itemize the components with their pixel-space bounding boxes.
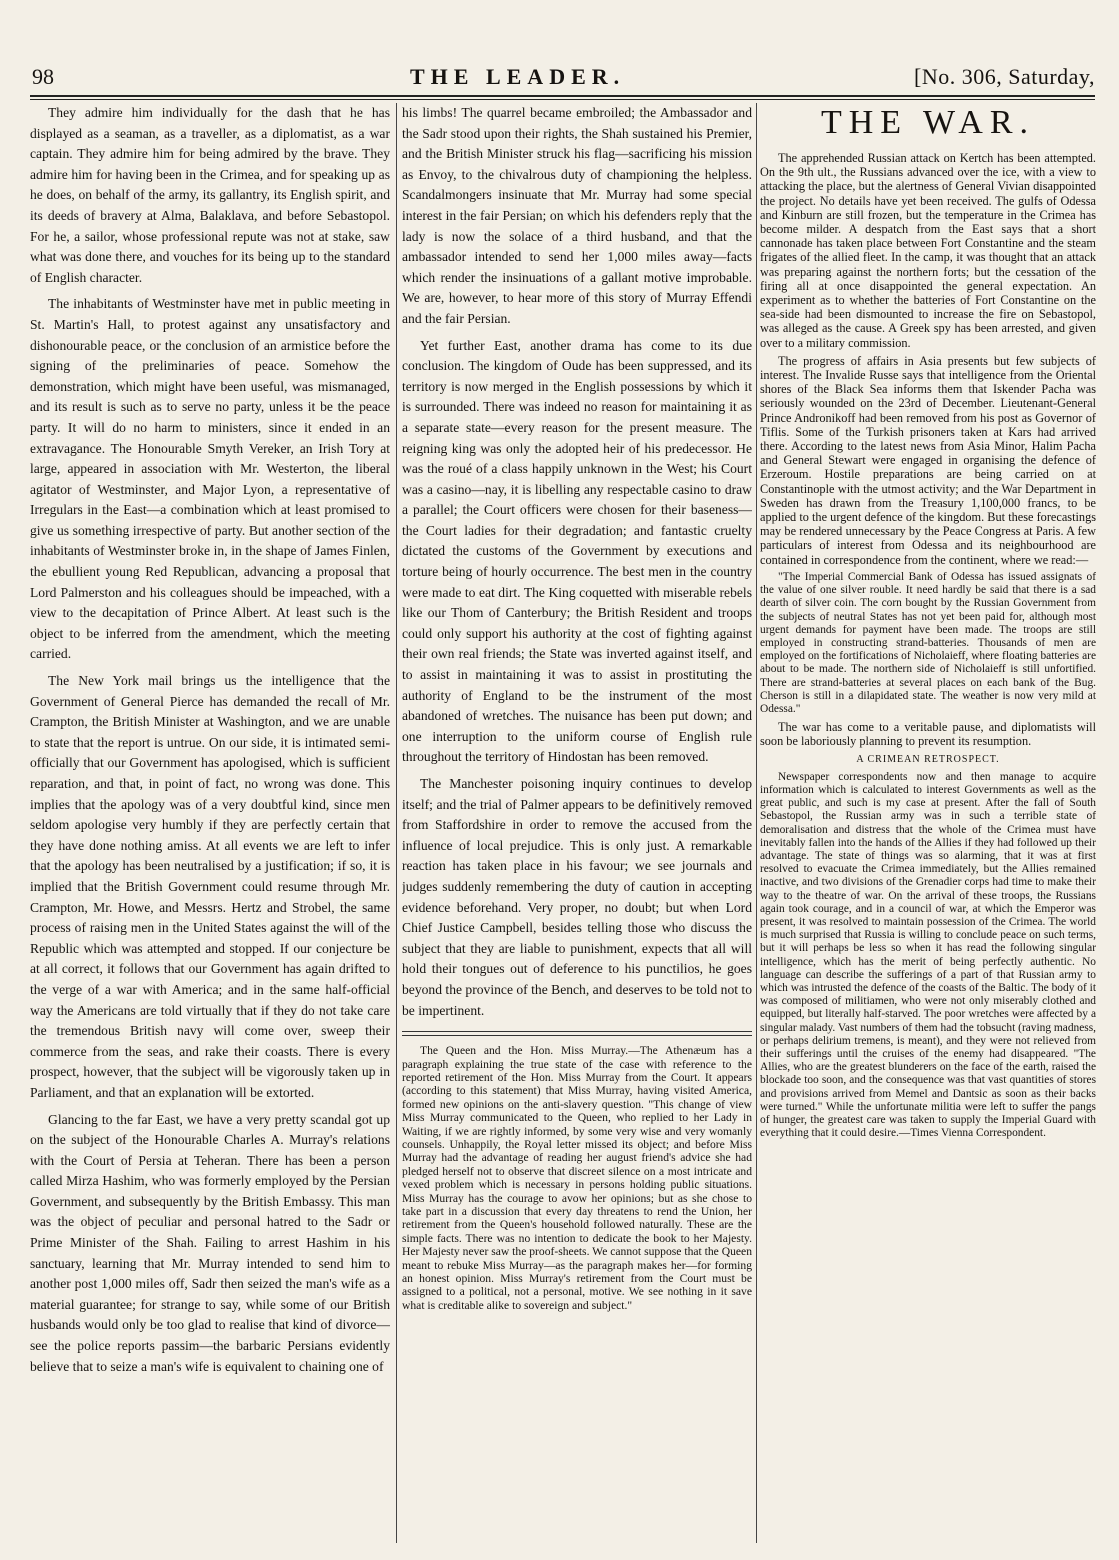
paragraph: The Manchester poisoning inquiry continues to develop itself; and the trial of Palmer appears to be definitively removed from Staffordshire in order to remove the accused from the influence of local prejudice. This is only just. A remarkable reaction has taken place in his favour; we see journals and judges suddenly remembering the duty of caution in accepting evidence beforehand. Very proper, no doubt; but when Lord Chief Justice Campbell, besides telling those who discuss the subject that they are liable to punishment, expects that all will hold their tongues out of deference to his punctilios, he goes beyond the province of the Bench, and deserves to be told not to be impertinent. — [402, 776, 752, 1018]
issue-info: [No. 306, Saturday, — [914, 64, 1095, 89]
column-divider — [396, 103, 397, 1543]
masthead: THE LEADER. — [410, 64, 626, 89]
header-rule-thin — [30, 99, 1095, 100]
paragraph: Glancing to the far East, we have a very pretty scandal got up on the subject of the Honourable Charles A. Murray's relations with the Court of Persia at Teheran. There has been a person called Mirza Hashim, who was formerly employed by the Persian Government, and subsequently by the British Embassy. This man was the object of peculiar and personal hatred to the Sadr or Prime Minister of the Shah. Failing to arrest Hashim in his sanctuary, learning that Mr. Murray intended to send him to another post 1,000 miles off, Sadr then seized the man's wife as a material guarantee; for strange to say, while some of our British husbands would only be too glad to realise that kind of divorce—see the police reports passim—the barbaric Persians evidently believe that to seize a man's wife is equivalent to chaining one of — [30, 1111, 390, 1374]
paragraph: Yet further East, another drama has come to its due conclusion. The kingdom of Oude has been suppressed, and its territory is now merged in the English possessions by which it is surrounded. There was indeed no reason for maintaining it as a separate state—every reason for the present measure. The reigning king was only the adopted heir of his predecessor. He was the roué of a class happily unknown in the West; his Court was a casino—nay, it is libelling any respectable casino to draw a parallel; the Court officers were chosen for their baseness—the Court ladies for their degradation; and fantastic cruelty dictated the customs of the Government by executions and torture being of hourly occurrence. The best men in the country were made to eat dirt. The King coquetted with miserable rebels like our Thom of Canterbury; the British Resident and troops could only support his authority at the cost of fighting against their own real friends; the State was inverted against itself, and to assist in maintaining it was to assist in prostituting the authority of England to be the instrument of the most abandoned of wretches. The nuisance has been put down; and one interruption to the uniform course of English rule throughout the territory of Hindostan has been removed. — [402, 337, 752, 765]
column-1 — [30, 103, 390, 1538]
paragraph: The progress of affairs in Asia presents but few subjects of interest. The Invalide Russe says that intelligence from the Oriental shores of the Black Sea informs them that Iskender Pacha was seriously wounded on the 23rd of December. Lieutenant-General Prince Andronikoff had been removed from his post as Governor of Tiflis. Some of the Turkish prisoners taken at Kars had arrived there. According to the latest news from Asia Minor, Halim Pacha and General Stewart were engaged in organising the defence of Erzeroum. Hostile preparations are being carried on at Constantinople with the utmost activity; and the War Department in Sweden has drawn from the Treasury 1,100,000 francs, to be applied to the urgent defence of the kingdom. But these forecastings may be rendered unnecessary by the Peace Congress at Paris. A few particulars of interest from Odessa and its neighbourhood are contained in correspondence from the continent, where we read:— — [760, 353, 1096, 567]
odessa-quote: "The Imperial Commercial Bank of Odessa has issued assignats of the value of one silver rouble. It need hardly be said that there is a sad dearth of silver coin. The corn bought by the Russian Government from the subjects of neutral States has not yet been paid for, although most urgent demands for payment have been made. The troops are still employed in constructing strand-batteries. Thousands of men are employed on the fortifications of Nicholaieff, where floating batteries are about to be made. The northern side of Nicholaieff is still unfortified. There are strand-batteries at several places on each bank of the Bug. Cherson is still in a dilapidated state. The weather is now very mild at Odessa." — [760, 570, 1096, 715]
retrospect-paragraph: Newspaper correspondents now and then manage to acquire information which is calculated to interest Governments as well as the great public, and such is my case at present. After the fall of South Sebastopol, the Russian army was in such a terrible state of demoralisation and distress that the whole of the Crimea must have inevitably fallen into the hands of the Allies if they had followed up their advantage. The state of things was so alarming, that it was at first resolved to evacuate the Crimea immediately, but the Allies remained inactive, and two divisions of the Grenadier corps had time to make their way to the theatre of war. On the arrival of these troops, the Russians again took courage, and in a council of war, at which the Emperor was present, it was resolved to maintain possession of the Crimea. The world is much surprised that Russia is willing to conclude peace on such terms, but it will perhaps be less so when it has read the following singular intelligence, which has the merit of being perfectly authentic. No language can describe the sufferings of a part of that Russian army to which was intrusted the defence of the coasts of the Baltic. The body of it was composed of militiamen, who were not only miserably clothed and equipped, but literally half-starved. The poor wretches were affected by a singular malady. Vast numbers of them had the tobsucht (raving madness, or perhaps delirium tremens, is meant), and they were not relieved from their sufferings until the cruises of the enemy had disappeared. "The Allies, who are the greatest blunderers on the face of the earth, raised the blockade too soon, and the consequence was that vast quantities of stores and provisions arrived from Memel and Dantsic as soon as their backs were turned." While the unfortunate militia were left to suffer the pangs of hunger, the greatest care was taken to supply the Imperial Guard with everything that it could desire.—Times Vienna Correspondent. — [760, 770, 1096, 1140]
column-divider — [756, 103, 757, 1543]
queen-note: The Queen and the Hon. Miss Murray.—The Athenæum has a paragraph explaining the true state of the case with reference to the reported retirement of the Hon. Miss Murray from the Court. It appears (according to this statement) that Miss Murray, having visited America, formed new opinions on the anti-slavery question. "This change of view Miss Murray communicated to the Queen, who replied to her Lady in Waiting, if we are rightly informed, by some very wise and very womanly counsels. Unhappily, the Royal letter missed its object; and before Miss Murray had the advantage of reading her august friend's advice she had pledged herself not to observe that discreet silence on a most intricate and vexed problem which is necessary in persons holding public situations. Miss Murray has the courage to avow her opinions; but as she chose to take part in a discussion that every day threatens to rend the Union, her retirement from the Queen's household followed naturally. These are the simple facts. There was no intention to dedicate the book to her Majesty. Her Majesty never saw the proof-sheets. We cannot suppose that the Queen meant to rebuke Miss Murray—as the paragraph makes her—for forming an honest opinion. Miss Murray's retirement from the Court must be assigned to a political, not a personal, motive. We see nothing in it save what is creditable alike to sovereign and subject." — [402, 1044, 752, 1312]
paragraph: The inhabitants of Westminster have met in public meeting in St. Martin's Hall, to protest against any unsatisfactory and dishonourable peace, or the conclusion of an armistice before the signing of the preliminaries of peace. Somehow the demonstration, which might have been useful, was mismanaged, and its result is such as to serve no party, unless it be the peace party. It will do no harm to ministers, since it ended in an extravagance. The Honourable Smyth Vereker, an Irish Tory at large, appeared in association with Mr. Westerton, the liberal agitator of Westminster, and Major Lyon, a representative of Irregulars in the East—a combination which at least promised to give us something irrespective of party. But another section of the inhabitants of Westminster broke in, in the shape of James Finlen, the ebullient young Red Republican, advancing a proposal that Lord Palmerston and his colleagues should be impeached, with a view to the decapitation of Prince Albert. At least such is the object to be inferred from the amendment, which the meeting carried. — [30, 296, 390, 662]
column-2 — [402, 103, 752, 1538]
page-number: 98 — [32, 64, 54, 89]
column-3 — [760, 103, 1096, 1548]
page-header — [30, 64, 1095, 94]
paragraph: The war has come to a veritable pause, and diplomatists will soon be laboriously planning to prevent its resumption. — [760, 720, 1096, 749]
note-separator — [402, 1031, 752, 1036]
paragraph: The New York mail brings us the intelligence that the Government of General Pierce has demanded the recall of Mr. Crampton, the British Minister at Washington, and we are unable to state that the report is untrue. On our side, it is intimated semi-officially that our Government has apologised, which is sufficient reparation, and that, in point of fact, no wrong was done. This implies that the apology was of a very doubtful kind, since men seldom apologise very humbly if they are perfectly certain that they have done nothing amiss. At all events we are left to infer that the apology has been neutralised by a justification; if so, it is implied that the British Government could resume through Mr. Crampton, Mr. Howe, and Messrs. Hertz and Strobel, the same process of raising men in the United States against the will of the Republic which was attempted and stopped. If our conjecture be at all correct, it follows that our Government has again drifted to the verge of a war with America; and in the same half-official way the Americans are told virtually that if they do not take care the tremendous British navy will come over, sweep their commerce from the seas, and rake their coasts. There is every prospect, however, that the subject will be vigorously taken up in Parliament, and that an explanation will be extorted. — [30, 673, 390, 1100]
section-title: THE WAR. — [820, 104, 1036, 141]
paragraph: The apprehended Russian attack on Kertch has been attempted. On the 9th ult., the Russians advanced over the ice, with a view to attacking the place, but the alertness of General Vivian disappointed the project. No details have yet been received. The gulfs of Odessa and Kinburn are still frozen, but the temperature in the Crimea has become milder. A despatch from the East says that a short cannonade has taken place between Fort Constantine and the steam frigates of the allied fleet. In the camp, it was thought that an attack was preparing against the northern forts; but the cessation of the firing all at once disappointed the general expectation. An experiment as to whether the batteries of Fort Constantine on the sea-side had been dismounted to increase the fire on Sebastopol, was alleged as the cause. A Greek spy has been arrested, and given over to a military commission. — [760, 151, 1096, 350]
paragraph: his limbs! The quarrel became embroiled; the Ambassador and the Sadr stood upon their rights, the Shah sustained his Premier, and the British Minister struck his flag—sacrificing his mission as Envoy, to the chivalrous duty of championing the helpless. Scandalmongers insinuate that Mr. Murray had some special interest in the fair Persian; on which his defenders reply that the lady is now the solace of a third husband, and that the ambassador intended to send her 1,000 miles away—facts which render the insinuations of a gallant motive improbable. We are, however, to hear more of this story of Murray Effendi and the fair Persian. — [402, 105, 752, 326]
subhead: A CRIMEAN RETROSPECT. — [856, 753, 1000, 765]
paragraph: They admire him individually for the dash that he has displayed as a seaman, as a traveller, as a diplomatist, as a war captain. They admire him for being admired by the brave. They admire him for having been in the Crimea, and for speaking up as he does, on behalf of the army, its gallantry, its English spirit, and its deeds of bravery at Alma, Balaklava, and before Sebastopol. For he, a sailor, whose professional repute was not at stake, saw what was done there, and vouches for its being up to the standard of English character. — [30, 105, 390, 285]
header-rule — [30, 95, 1095, 97]
